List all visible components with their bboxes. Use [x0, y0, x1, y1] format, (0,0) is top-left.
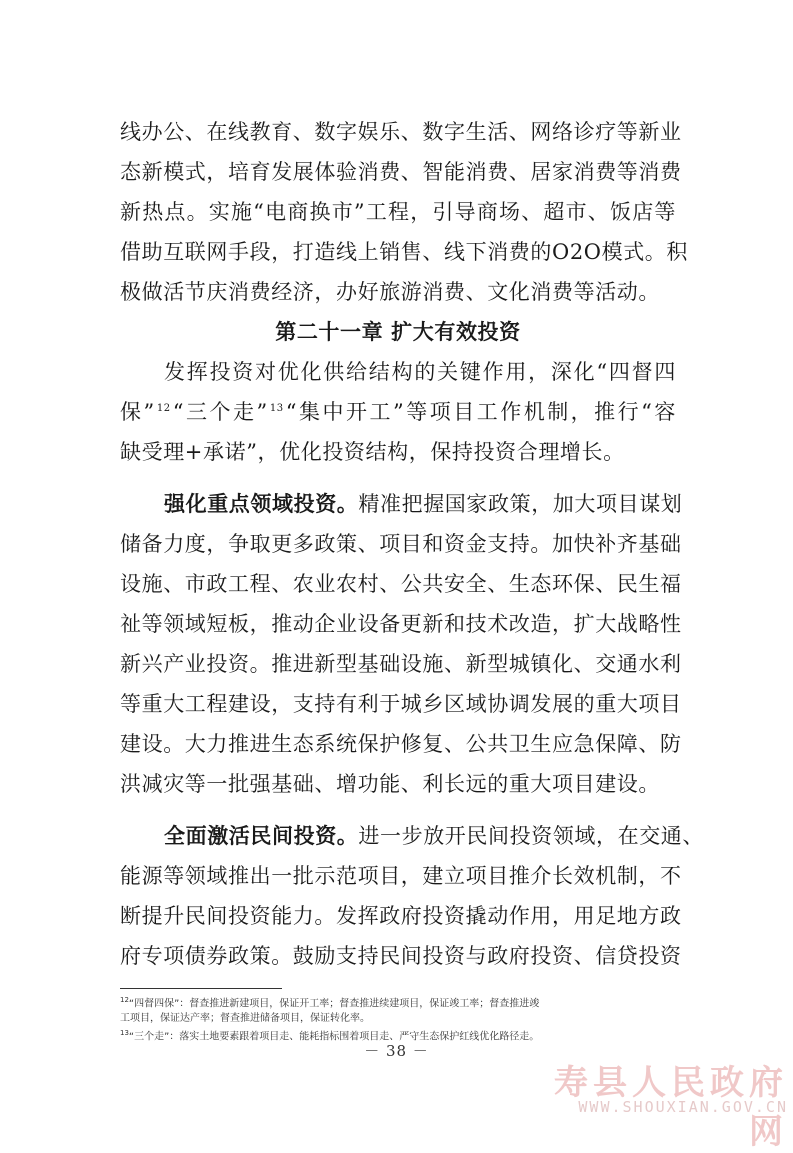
footnote-ref-13[interactable]: 13	[269, 403, 284, 414]
text-line: 线办公、在线教育、数字娱乐、数字生活、网络诊疗等新业	[120, 120, 682, 144]
text-line: 极做活节庆消费经济，办好旅游消费、文化消费等活动。	[120, 280, 660, 304]
page-number: － 38 －	[364, 1042, 429, 1060]
body-text	[120, 112, 705, 976]
footnote-text: “四督四保”：督查推进新建项目，保证开工率；督查推进续建项目，保证竣工率；督查推进竣	[128, 998, 540, 1010]
text-line: 洪减灾等一批强基础、增功能、利长远的重大项目建设。	[120, 772, 660, 796]
text-line: 府专项债券政策。鼓励支持民间投资与政府投资、信贷投资	[120, 944, 682, 968]
text-line: 祉等领域短板，推动企业设备更新和技术改造，扩大战略性	[120, 612, 682, 636]
text-line	[120, 484, 683, 524]
paragraph-key-areas	[120, 484, 683, 804]
text-segment: 保”	[120, 400, 155, 424]
text-line	[120, 392, 676, 432]
text-line: 借助互联网手段，打造线上销售、线下消费的O2O模式。积	[120, 240, 688, 264]
text-line: 缺受理+承诺”，优化投资结构，保持投资合理增长。	[120, 440, 625, 464]
footnote-12	[120, 993, 680, 1026]
text-segment: 进一步放开民间投资领域，在交通、	[358, 824, 705, 848]
paragraph-gap	[120, 472, 676, 484]
paragraph-lead: 强化重点领域投资。	[164, 492, 359, 516]
text-line: 设施、市政工程、农业农村、公共安全、生态环保、民生福	[120, 572, 682, 596]
text-line: 态新模式，培育发展体验消费、智能消费、居家消费等消费	[120, 160, 682, 184]
footnote-number: 12	[120, 996, 129, 1004]
paragraph-lead: 全面激活民间投资。	[164, 824, 359, 848]
text-segment: “三个走”	[172, 400, 268, 424]
chapter-title: 第二十一章 扩大有效投资	[275, 320, 521, 344]
text-line: 建设。大力推进生态系统保护修复、公共卫生应急保障、防	[120, 732, 682, 756]
footnote-ref-12[interactable]: 12	[156, 403, 171, 414]
text-line: 储备力度，争取更多政策、项目和资金支持。加快补齐基础	[120, 532, 682, 556]
paragraph-gap	[120, 804, 676, 816]
text-line: 能源等领域推出一批示范项目，建立项目推介长效机制，不	[120, 864, 682, 888]
footnote-divider	[120, 988, 282, 989]
paragraph-private-investment	[120, 816, 705, 976]
watermark-site-url: WWW.SHOUXIAN.GOV.CN	[578, 1098, 788, 1116]
text-line: 新兴产业投资。推进新型基础设施、新型城镇化、交通水利	[120, 652, 682, 676]
footnote-text: 工项目，保证达产率；督查推进储备项目，保证转化率。	[120, 1013, 370, 1025]
text-line: 新热点。实施“电商换市”工程，引导商场、超市、饭店等	[120, 200, 676, 224]
text-line: 发挥投资对优化供给结构的关键作用，深化“四督四	[164, 360, 676, 384]
paragraph-consumption	[120, 112, 688, 312]
footnotes	[120, 993, 680, 1045]
text-segment: “集中开工”等项目工作机制，推行“容	[285, 400, 677, 424]
watermark-site-name: 寿县人民政府网	[554, 1063, 788, 1152]
text-line	[120, 816, 705, 856]
text-line: 断提升民间投资能力。发挥政府投资撬动作用，用足地方政	[120, 904, 682, 928]
text-line: 等重大工程建设，支持有利于城乡区域协调发展的重大项目	[120, 692, 682, 716]
footnote-text: “三个走”：落实土地要素跟着项目走、能耗指标围着项目走、严守生态保护红线优化路径走。	[128, 1031, 540, 1043]
paragraph-investment-intro	[120, 352, 676, 472]
footnote-number: 13	[120, 1029, 129, 1038]
text-segment: 精准把握国家政策，加大项目谋划	[358, 492, 683, 516]
